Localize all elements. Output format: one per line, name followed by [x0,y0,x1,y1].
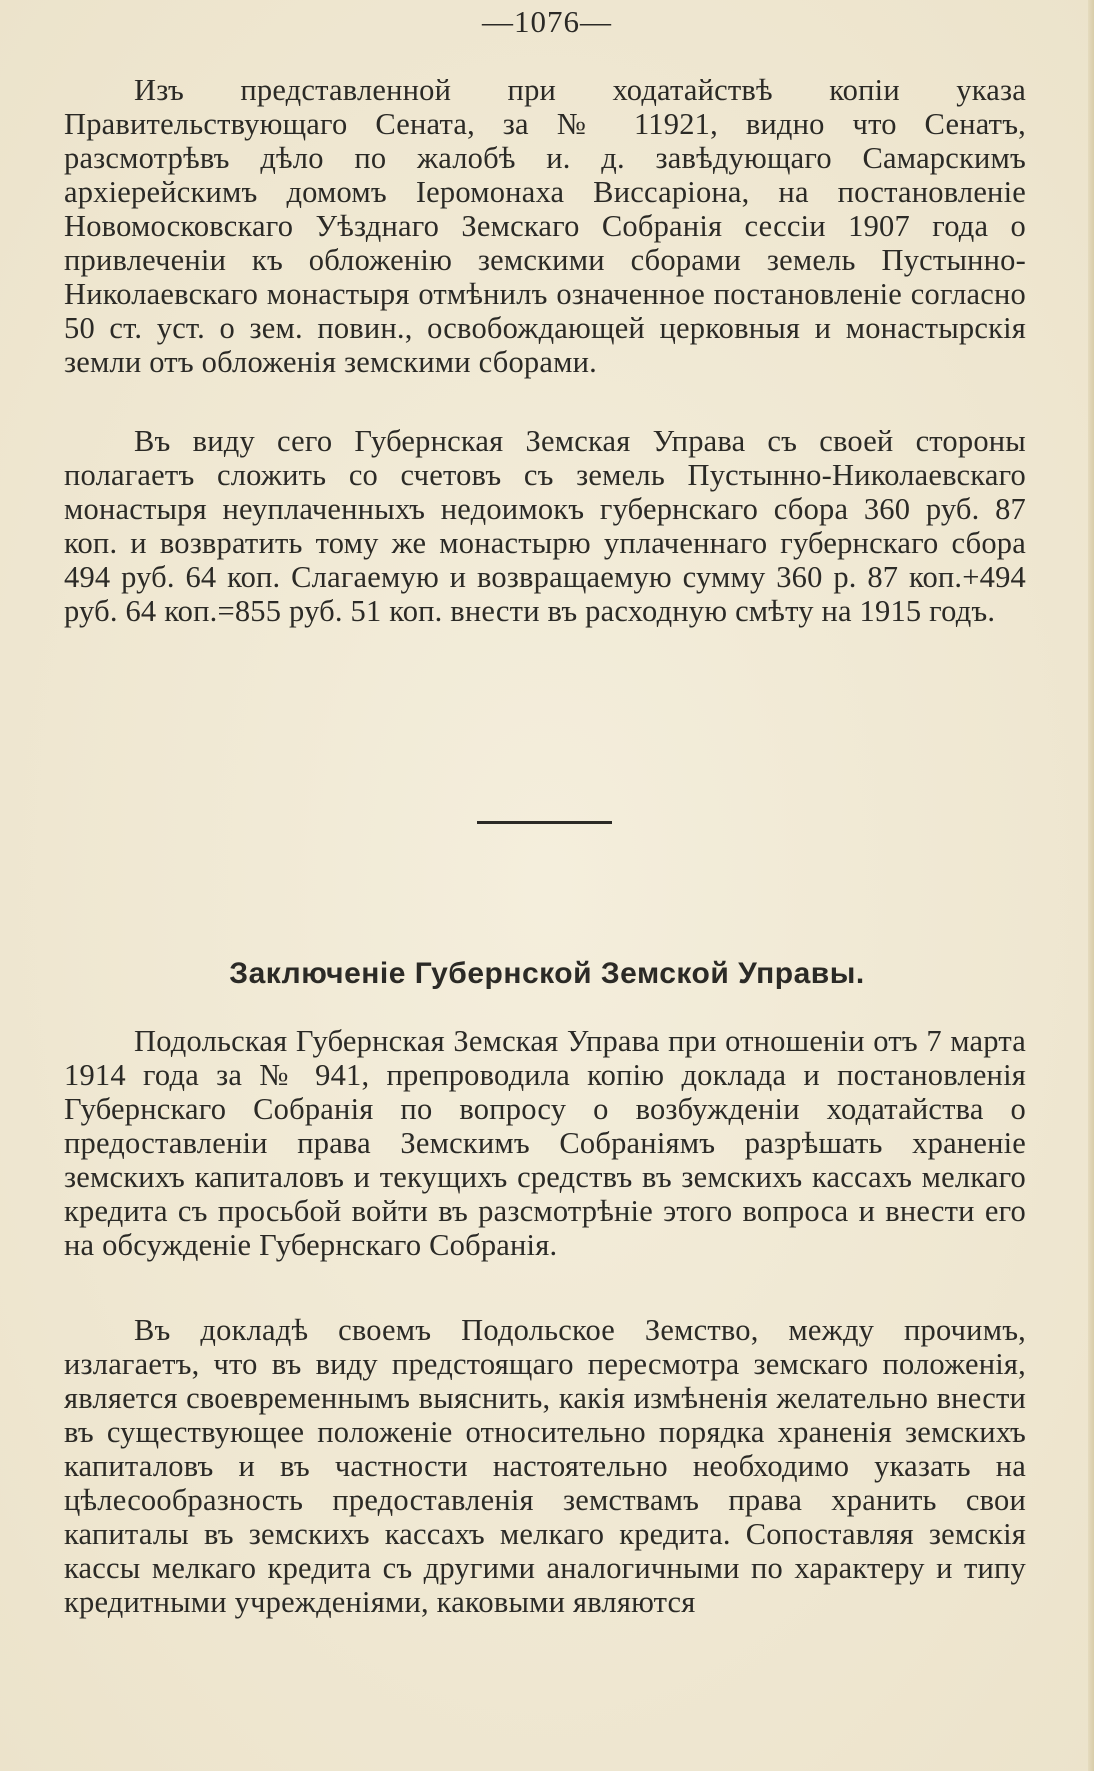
section-divider [477,821,612,824]
page-number: —1076— [482,4,612,39]
paragraph-senate-decree: Изъ представленной при ходатайствѣ копіи указа Правительствующаго Сената, за № 11921, видно что Сенатъ, разсмотрѣвъ дѣло по жалобѣ и. д. завѣдующаго Самарскимъ архіерейскимъ домомъ Іеромонаха Виссаріона, на постановленіе Новомосковскаго Уѣзднаго Земскаго Собранія сессіи 1907 года о привлеченіи къ обложенію земскими сборами земель Пустынно-Николаевскаго монастыря отмѣнилъ означенное постановленіе согласно 50 ст. уст. о зем. повин., освобождающей церковныя и монастырскія земли отъ обложенія земскими сборами. [64,73,1026,379]
paragraph-board-proposal: Въ виду сего Губернская Земская Управа съ своей стороны полагаетъ сложить со счетовъ съ земель Пустынно-Николаевскаго монастыря неуплаченныхъ недоимокъ губернскаго сбора 360 руб. 87 коп. и возвратить тому же монастырю уплаченнаго губернскаго сбора 494 руб. 64 коп. Слагаемую и возвращаемую сумму 360 р. 87 коп.+494 руб. 64 коп.=855 руб. 51 коп. внести въ расходную смѣту на 1915 годъ. [64,424,1026,628]
section-heading: Заключеніе Губернской Земской Управы. [229,957,865,990]
paragraph-podolsk-report: Въ докладѣ своемъ Подольское Земство, между прочимъ, излагаетъ, что въ виду предстоящаго пересмотра земскаго положенія, является своевременнымъ выяснить, какія измѣненія желательно внести въ существующее положеніе относительно порядка храненія земскихъ капиталовъ и въ частности настоятельно необходимо указать на цѣлесообразность предоставленія земствамъ права хранить свои капиталы въ земскихъ кассахъ мелкаго кредита. Сопоставляя земскія кассы мелкаго кредита съ другими аналогичными по характеру и типу кредитными учрежденіями, каковыми являются [64,1313,1026,1619]
page-edge [1088,0,1094,1771]
paragraph-podolsk-request: Подольская Губернская Земская Управа при отношеніи отъ 7 марта 1914 года за № 941, препроводила копію доклада и постановленія Губернскаго Собранія по вопросу о возбужденіи ходатайства о предоставленіи права Земскимъ Собраніямъ разрѣшать храненіе земскихъ капиталовъ и текущихъ средствъ въ земскихъ кассахъ мелкаго кредита съ просьбой войти въ разсмотрѣніе этого вопроса и внести его на обсужденіе Губернскаго Собранія. [64,1024,1026,1262]
